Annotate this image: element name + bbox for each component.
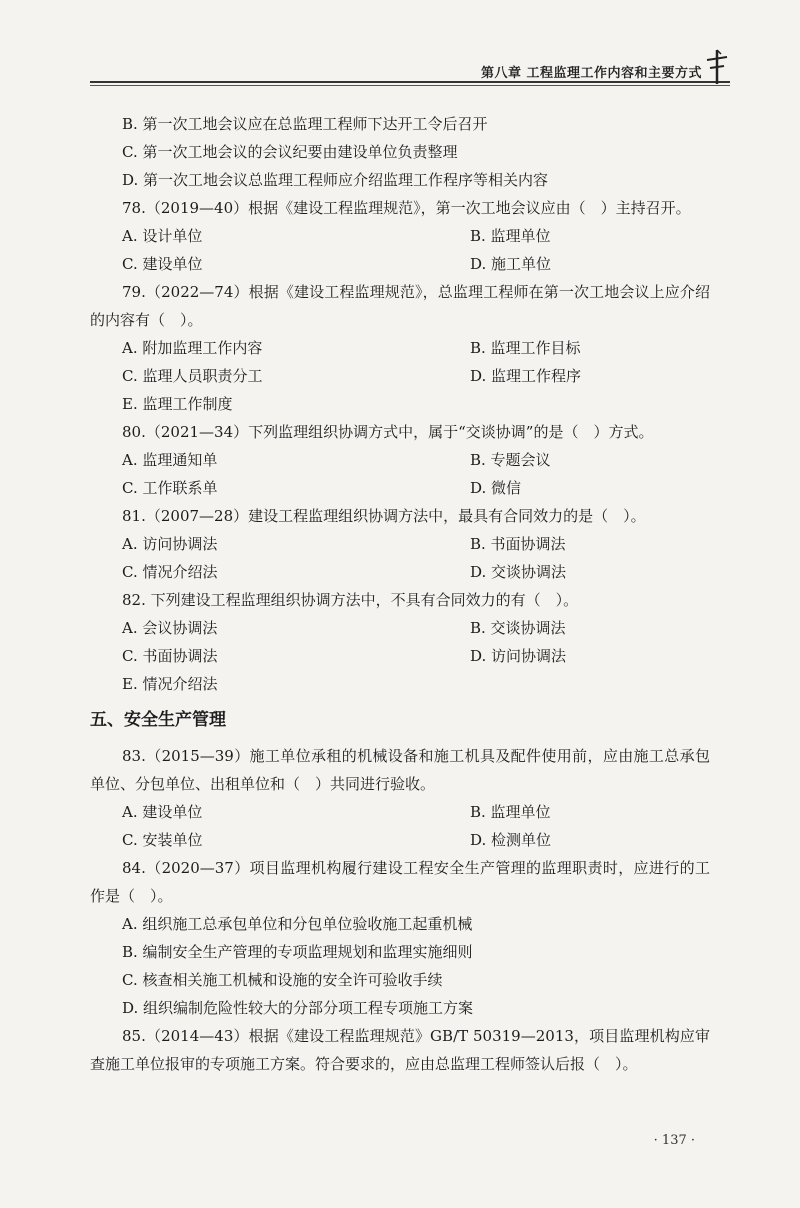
option-c: C. 安装单位	[122, 831, 203, 849]
option-d: D. 微信	[470, 479, 522, 497]
option-d: D. 监理工作程序	[470, 367, 582, 385]
question-83-stem: 83.（2015—39）施工单位承租的机械设备和施工机具及配件使用前，应由施工总承包单位、分包单位、出租单位和（ ）共同进行验收。	[90, 747, 710, 793]
option-a: A. 会议协调法	[122, 619, 218, 637]
chapter-title: 第八章 工程监理工作内容和主要方式	[480, 66, 702, 81]
option-b: B. 专题会议	[470, 451, 551, 469]
header-rule-thin	[90, 85, 730, 86]
question-85-stem: 85.（2014—43）根据《建设工程监理规范》GB/T 50319—2013，项目监理机构应审查施工单位报审的专项施工方案。符合要求的，应由总监理工程师签认后报（ ）。	[90, 1027, 710, 1073]
option-line: B. 第一次工地会议应在总监理工程师下达开工令后召开	[122, 115, 488, 133]
option-e: E. 监理工作制度	[122, 395, 233, 413]
chapter-emblem-icon	[704, 48, 730, 84]
question-78-stem: 78.（2019—40）根据《建设工程监理规范》，第一次工地会议应由（ ）主持召开。	[122, 199, 691, 217]
question-82-options	[90, 614, 710, 670]
question-79-options	[90, 334, 710, 390]
option-c: C. 监理人员职责分工	[122, 367, 263, 385]
option-b: B. 监理工作目标	[470, 339, 581, 357]
option-a: A. 访问协调法	[122, 535, 218, 553]
page-content	[90, 110, 710, 1078]
option-c: C. 核查相关施工机械和设施的安全许可验收手续	[122, 971, 443, 989]
option-b: B. 编制安全生产管理的专项监理规划和监理实施细则	[122, 943, 473, 961]
header-rule	[90, 81, 730, 83]
option-a: A. 设计单位	[122, 227, 203, 245]
question-84-stem: 84.（2020—37）项目监理机构履行建设工程安全生产管理的监理职责时，应进行的工作是（ ）。	[90, 859, 710, 905]
option-d: D. 施工单位	[470, 255, 552, 273]
question-78-options	[90, 222, 710, 278]
option-b: B. 监理单位	[470, 803, 551, 821]
option-line: C. 第一次工地会议的会议纪要由建设单位负责整理	[122, 143, 458, 161]
option-d: D. 访问协调法	[470, 647, 567, 665]
question-81-stem: 81.（2007—28）建设工程监理组织协调方法中，最具有合同效力的是（ ）。	[122, 507, 646, 525]
option-a: A. 监理通知单	[122, 451, 218, 469]
option-b: B. 监理单位	[470, 227, 551, 245]
option-e: E. 情况介绍法	[122, 675, 218, 693]
option-d: D. 交谈协调法	[470, 563, 567, 581]
page-number: · 137 ·	[653, 1133, 695, 1148]
running-header	[90, 48, 730, 88]
option-line: D. 第一次工地会议总监理工程师应介绍监理工作程序等相关内容	[122, 171, 549, 189]
question-80-options	[90, 446, 710, 502]
option-c: C. 建设单位	[122, 255, 203, 273]
option-c: C. 情况介绍法	[122, 563, 218, 581]
option-b: B. 交谈协调法	[470, 619, 566, 637]
option-d: D. 检测单位	[470, 831, 552, 849]
option-c: C. 工作联系单	[122, 479, 218, 497]
option-a: A. 附加监理工作内容	[122, 339, 263, 357]
question-81-options	[90, 530, 710, 586]
option-a: A. 组织施工总承包单位和分包单位验收施工起重机械	[122, 915, 473, 933]
question-83-options	[90, 798, 710, 854]
question-79-stem: 79.（2022—74）根据《建设工程监理规范》，总监理工程师在第一次工地会议上应介绍的内容有（ ）。	[90, 283, 710, 329]
option-a: A. 建设单位	[122, 803, 203, 821]
question-80-stem: 80.（2021—34）下列监理组织协调方式中，属于“交谈协调”的是（ ）方式。	[122, 423, 654, 441]
question-82-stem: 82. 下列建设工程监理组织协调方法中，不具有合同效力的有（ ）。	[122, 591, 579, 609]
option-d: D. 组织编制危险性较大的分部分项工程专项施工方案	[122, 999, 474, 1017]
option-c: C. 书面协调法	[122, 647, 218, 665]
section-heading: 五、安全生产管理	[90, 710, 226, 730]
option-b: B. 书面协调法	[470, 535, 566, 553]
